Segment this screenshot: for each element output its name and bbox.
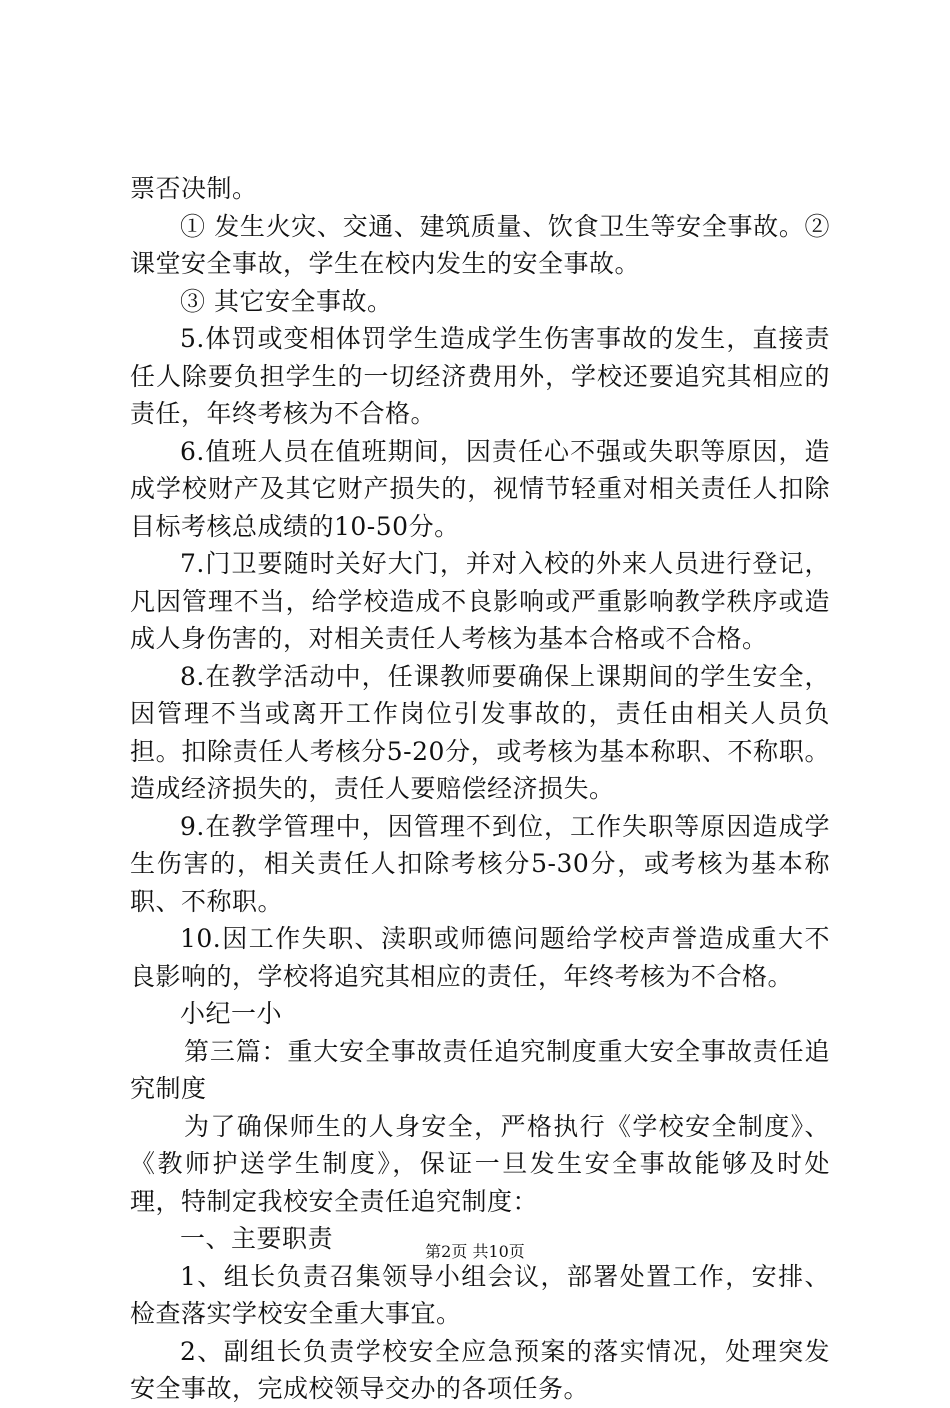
paragraph-clause-6: 6.值班人员在值班期间，因责任心不强或失职等原因，造成学校财产及其它财产损失的，视情节轻重对相关责任人扣除目标考核总成绩的10-50分。 bbox=[130, 436, 830, 541]
paragraph-clause-5: 5.体罚或变相体罚学生造成学生伤害事故的发生，直接责任人除要负担学生的一切经济费用外，学校还要追究其相应的责任，年终考核为不合格。 bbox=[130, 324, 830, 428]
paragraph-duty-2: 2、副组长负责学校安全应急预案的落实情况，处理突发安全事故，完成校领导交办的各项任务。 bbox=[130, 1336, 830, 1403]
paragraph-continued: 票否决制。 bbox=[130, 174, 258, 203]
document-body bbox=[130, 170, 830, 1408]
paragraph-clause-10: 10.因工作失职、渎职或师德问题给学校声誉造成重大不良影响的，学校将追究其相应的责任，年终考核为不合格。 bbox=[130, 924, 830, 991]
paragraph-item-3: ③ 其它安全事故。 bbox=[180, 286, 393, 316]
paragraph-clause-8: 8.在教学活动中，任课教师要确保上课期间的学生安全，因管理不当或离开工作岗位引发事故的，责任由相关人员负担。扣除责任人考核分5-20分，或考核为基本称职、不称职。造成经济损失的，责任人要赔偿经济损失。 bbox=[130, 661, 830, 803]
paragraph-duty-1: 1、组长负责召集领导小组会议，部署处置工作，安排、检查落实学校安全重大事宜。 bbox=[130, 1261, 830, 1328]
section-title: 第三篇：重大安全事故责任追究制度重大安全事故责任追究制度 bbox=[130, 1036, 830, 1103]
paragraph-intro: 为了确保师生的人身安全，严格执行《学校安全制度》、《教师护送学生制度》，保证一旦发生安全事故能够及时处理，特制定我校安全责任追究制度： bbox=[130, 1111, 830, 1216]
paragraph-clause-7: 7.门卫要随时关好大门，并对入校的外来人员进行登记，凡因管理不当，给学校造成不良影响或严重影响教学秩序或造成人身伤害的，对相关责任人考核为基本合格或不合格。 bbox=[130, 549, 830, 653]
page-number-footer: 第2页 共10页 bbox=[425, 1242, 525, 1261]
section-heading-duties: 一、主要职责 bbox=[180, 1224, 334, 1253]
paragraph-school-name: 小纪一小 bbox=[180, 999, 283, 1028]
paragraph-items-1-2: ① 发生火灾、交通、建筑质量、饮食卫生等安全事故。② 课堂安全事故，学生在校内发生的安全事故。 bbox=[130, 211, 830, 278]
paragraph-clause-9: 9.在教学管理中，因管理不到位，工作失职等原因造成学生伤害的，相关责任人扣除考核分5-30分，或考核为基本称职、不称职。 bbox=[130, 811, 830, 916]
